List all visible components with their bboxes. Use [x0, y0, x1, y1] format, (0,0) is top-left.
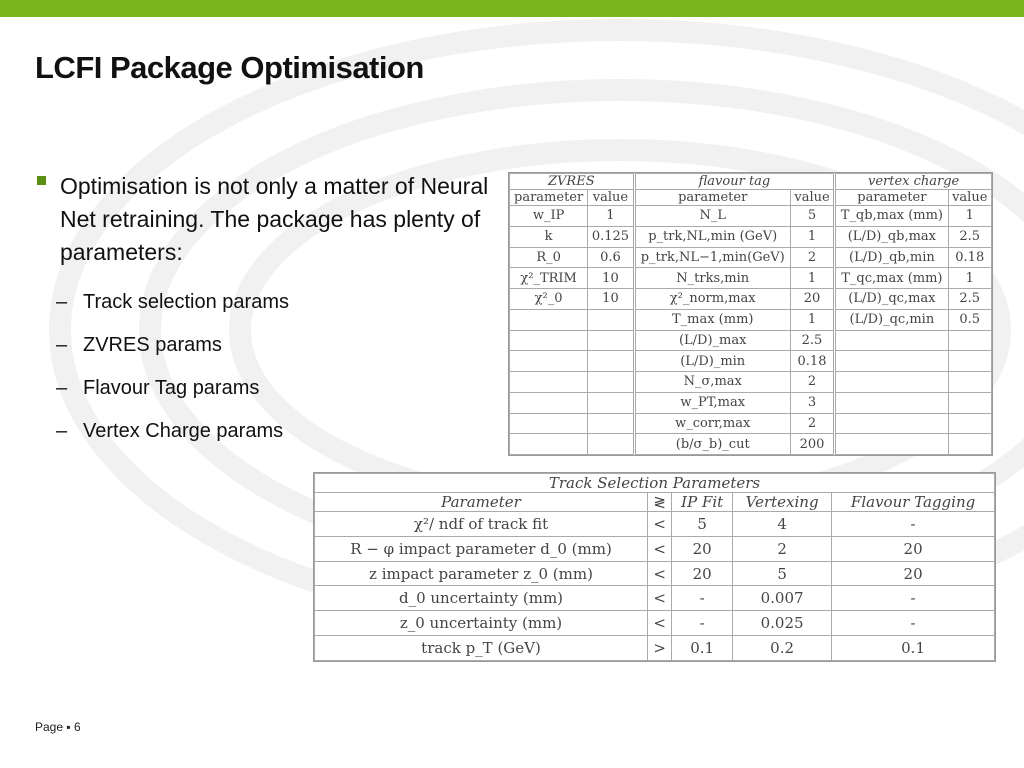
table-cell: 0.1: [672, 636, 733, 661]
table-cell: 1: [790, 226, 834, 247]
table-cell: ≷: [648, 493, 672, 512]
table-cell: k: [510, 226, 588, 247]
table-cell: 0.18: [790, 351, 834, 372]
table-row: [315, 536, 995, 561]
group-header: flavour tag: [634, 174, 835, 190]
main-bullet: [35, 170, 495, 269]
table-cell: (L/D)_min: [634, 351, 790, 372]
table-cell: 20: [672, 536, 733, 561]
table-cell: [588, 309, 634, 330]
table-cell: χ²/ ndf of track fit: [315, 512, 648, 537]
table-cell: -: [832, 512, 995, 537]
table-cell: 0.007: [733, 586, 832, 611]
table-cell: 1: [948, 268, 992, 289]
table-cell: z impact parameter z_0 (mm): [315, 561, 648, 586]
table-cell: 2: [790, 247, 834, 268]
table-cell: [510, 309, 588, 330]
table-cell: p_trk,NL,min (GeV): [634, 226, 790, 247]
table-cell: value: [588, 190, 634, 206]
table-group-header-row: [510, 174, 992, 190]
table-cell: [948, 413, 992, 434]
table-cell: [510, 372, 588, 393]
table-cell: (L/D)_qb,max: [835, 226, 948, 247]
table-cell: [588, 351, 634, 372]
table-cell: parameter: [510, 190, 588, 206]
table-row: [315, 561, 995, 586]
table-cell: parameter: [634, 190, 790, 206]
table-cell: [510, 392, 588, 413]
dash-icon: –: [56, 291, 68, 313]
table-cell: 0.18: [948, 247, 992, 268]
sub-bullet-list: [35, 281, 495, 453]
table-cell: [948, 392, 992, 413]
table-cell: value: [790, 190, 834, 206]
sub-bullet-item: – ZVRES params: [35, 324, 495, 367]
table-cell: 200: [790, 434, 834, 455]
table-row: [510, 268, 992, 289]
table-cell: [948, 330, 992, 351]
table-cell: 20: [832, 536, 995, 561]
table-cell: -: [672, 586, 733, 611]
table-cell: <: [648, 611, 672, 636]
table-row: [510, 413, 992, 434]
table-cell: [510, 330, 588, 351]
table-cell: 5: [733, 561, 832, 586]
table-cell: [835, 392, 948, 413]
table-cell: 1: [588, 206, 634, 227]
table-cell: [835, 372, 948, 393]
table-cell: -: [832, 586, 995, 611]
table-cell: >: [648, 636, 672, 661]
table-cell: <: [648, 561, 672, 586]
table-cell: T_max (mm): [634, 309, 790, 330]
table-cell: Parameter: [315, 493, 648, 512]
table-cell: Flavour Tagging: [832, 493, 995, 512]
table-cell: [835, 413, 948, 434]
main-bullet-text: Optimisation is not only a matter of Neural Net retraining. The package has plenty of parameters:: [60, 173, 489, 265]
table-cell: z_0 uncertainty (mm): [315, 611, 648, 636]
table-cell: 3: [790, 392, 834, 413]
table-cell: 5: [672, 512, 733, 537]
table-cell: 10: [588, 268, 634, 289]
table-cell: 20: [790, 289, 834, 310]
table-cell: 0.5: [948, 309, 992, 330]
table-cell: 2: [790, 413, 834, 434]
table-cell: track p_T (GeV): [315, 636, 648, 661]
dash-icon: –: [56, 334, 68, 356]
table-cell: [588, 392, 634, 413]
table-cell: value: [948, 190, 992, 206]
table-row: [510, 434, 992, 455]
table-cell: 2.5: [790, 330, 834, 351]
table-cell: [588, 413, 634, 434]
table-cell: 20: [672, 561, 733, 586]
dash-icon: –: [56, 377, 68, 399]
sub-bullet-item: – Flavour Tag params: [35, 367, 495, 410]
table-row: [510, 309, 992, 330]
table-cell: [510, 351, 588, 372]
table-cell: 5: [790, 206, 834, 227]
table-cell: 20: [832, 561, 995, 586]
table-cell: [588, 434, 634, 455]
table-row: [510, 247, 992, 268]
table-cell: parameter: [835, 190, 948, 206]
table-cell: R_0: [510, 247, 588, 268]
parameter-table: [508, 172, 993, 456]
table-cell: N_σ,max: [634, 372, 790, 393]
table-cell: N_trks,min: [634, 268, 790, 289]
table-cell: N_L: [634, 206, 790, 227]
table-subheader-row: [510, 190, 992, 206]
table-cell: [835, 434, 948, 455]
table-header-row: [315, 493, 995, 512]
table-cell: Vertexing: [733, 493, 832, 512]
table-cell: w_corr,max: [634, 413, 790, 434]
table-cell: 0.2: [733, 636, 832, 661]
table-cell: 0.1: [832, 636, 995, 661]
table-cell: w_IP: [510, 206, 588, 227]
table-row: [510, 372, 992, 393]
table-row: [315, 512, 995, 537]
table-cell: -: [832, 611, 995, 636]
table-cell: [835, 330, 948, 351]
table-cell: 1: [790, 309, 834, 330]
table-cell: [588, 372, 634, 393]
group-header: ZVRES: [510, 174, 635, 190]
table-row: [315, 636, 995, 661]
table-row: [510, 392, 992, 413]
table-cell: 0.6: [588, 247, 634, 268]
table-cell: χ²_0: [510, 289, 588, 310]
table-cell: 4: [733, 512, 832, 537]
table-row: [510, 289, 992, 310]
table-cell: [835, 351, 948, 372]
table-cell: [510, 413, 588, 434]
table-row: [510, 206, 992, 227]
table-cell: [948, 372, 992, 393]
sub-bullet-item: – Vertex Charge params: [35, 410, 495, 453]
slide-title: LCFI Package Optimisation: [35, 50, 424, 85]
table-cell: (L/D)_max: [634, 330, 790, 351]
table-cell: (L/D)_qc,max: [835, 289, 948, 310]
table-cell: [588, 330, 634, 351]
table-cell: [948, 351, 992, 372]
table-cell: R − φ impact parameter d_0 (mm): [315, 536, 648, 561]
bullet-square-icon: [37, 176, 46, 185]
bullet-list: [35, 170, 495, 453]
table-cell: 2: [733, 536, 832, 561]
group-header: vertex charge: [835, 174, 992, 190]
table-cell: 10: [588, 289, 634, 310]
table-cell: d_0 uncertainty (mm): [315, 586, 648, 611]
table-cell: (L/D)_qb,min: [835, 247, 948, 268]
table-cell: [510, 434, 588, 455]
table-cell: 2: [790, 372, 834, 393]
sub-bullet-item: – Track selection params: [35, 281, 495, 324]
table-row: [510, 330, 992, 351]
table-cell: 2.5: [948, 289, 992, 310]
table-cell: 0.025: [733, 611, 832, 636]
table-cell: <: [648, 536, 672, 561]
dash-icon: –: [56, 420, 68, 442]
table-cell: (b/σ_b)_cut: [634, 434, 790, 455]
table-cell: T_qb,max (mm): [835, 206, 948, 227]
table-cell: <: [648, 512, 672, 537]
table-cell: p_trk,NL−1,min(GeV): [634, 247, 790, 268]
table-row: [510, 351, 992, 372]
table-cell: [948, 434, 992, 455]
table-cell: (L/D)_qc,min: [835, 309, 948, 330]
table-cell: 1: [948, 206, 992, 227]
table-cell: χ²_TRIM: [510, 268, 588, 289]
track-selection-table: [313, 472, 996, 662]
table-cell: T_qc,max (mm): [835, 268, 948, 289]
table-cell: 0.125: [588, 226, 634, 247]
table-row: [510, 226, 992, 247]
table-cell: -: [672, 611, 733, 636]
table-row: [315, 611, 995, 636]
table-cell: 1: [790, 268, 834, 289]
page-number: Page ▪ 6: [35, 720, 81, 734]
table-cell: w_PT,max: [634, 392, 790, 413]
table-cell: χ²_norm,max: [634, 289, 790, 310]
table-cell: <: [648, 586, 672, 611]
table-cell: IP Fit: [672, 493, 733, 512]
table-row: [315, 586, 995, 611]
table-title: Track Selection Parameters: [315, 474, 995, 493]
table-cell: 2.5: [948, 226, 992, 247]
